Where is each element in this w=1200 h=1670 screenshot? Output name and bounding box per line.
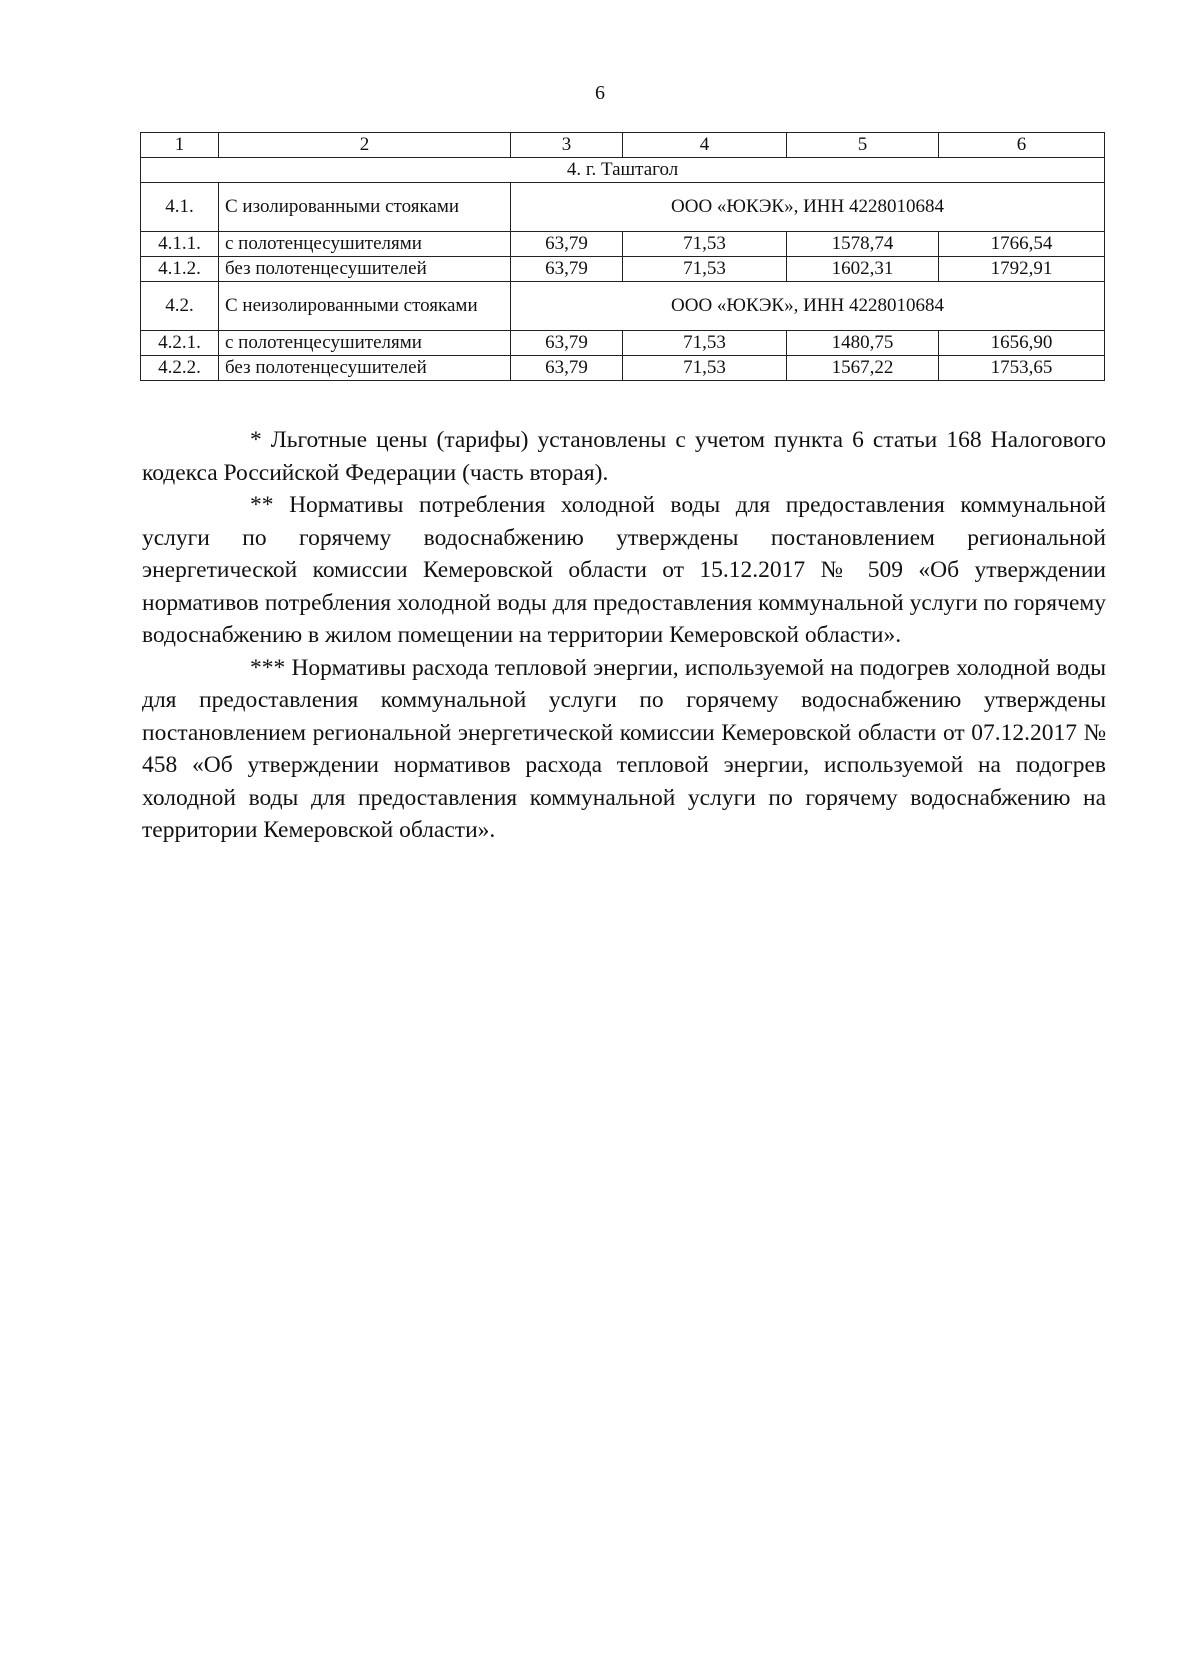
column-header-2: 2 xyxy=(219,133,511,158)
row-number: 4.1.1. xyxy=(141,232,219,257)
footnote-2: ** Нормативы потребления холодной воды для предоставления коммунальной услуги по горячему водоснабжению утверждены постановлением региональной энергетической комиссии Кемеровской области от 15.12.2017 № 509 «Об утверждении нормативов потребления холодной воды для предоставления коммунальной услуги по горячему водоснабжению в жилом помещении на территории Кемеровской области». xyxy=(142,492,1106,648)
table-row xyxy=(141,282,1105,331)
table-header-row xyxy=(141,133,1105,158)
organization: ООО «ЮКЭК», ИНН 4228010684 xyxy=(511,183,1105,232)
cell-col6: 1753,65 xyxy=(939,356,1105,381)
row-name: с полотенцесушителями xyxy=(219,232,511,257)
column-header-5: 5 xyxy=(787,133,939,158)
cell-col3: 63,79 xyxy=(511,257,623,282)
table-row xyxy=(141,232,1105,257)
cell-col6: 1656,90 xyxy=(939,331,1105,356)
cell-col3: 63,79 xyxy=(511,331,623,356)
organization: ООО «ЮКЭК», ИНН 4228010684 xyxy=(511,282,1105,331)
cell-col5: 1602,31 xyxy=(787,257,939,282)
page-number: 6 xyxy=(595,82,605,104)
row-name: с полотенцесушителями xyxy=(219,331,511,356)
table-row xyxy=(141,356,1105,381)
footnotes xyxy=(142,424,1106,847)
column-header-4: 4 xyxy=(623,133,787,158)
cell-col4: 71,53 xyxy=(623,356,787,381)
table-row xyxy=(141,183,1105,232)
row-name: без полотенцесушителей xyxy=(219,257,511,282)
cell-col6: 1766,54 xyxy=(939,232,1105,257)
row-number: 4.2. xyxy=(141,282,219,331)
cell-col5: 1480,75 xyxy=(787,331,939,356)
row-name: без полотенцесушителей xyxy=(219,356,511,381)
table-row xyxy=(141,331,1105,356)
cell-col6: 1792,91 xyxy=(939,257,1105,282)
cell-col4: 71,53 xyxy=(623,257,787,282)
row-name: С изолированными стояками xyxy=(219,183,511,232)
section-title-row xyxy=(141,158,1105,183)
cell-col4: 71,53 xyxy=(623,331,787,356)
footnote-1: * Льготные цены (тарифы) установлены с учетом пункта 6 статьи 168 Налогового кодекса Российской Федерации (часть вторая). xyxy=(142,427,1106,486)
cell-col3: 63,79 xyxy=(511,232,623,257)
row-number: 4.1. xyxy=(141,183,219,232)
column-header-1: 1 xyxy=(141,133,219,158)
footnote-3: *** Нормативы расхода тепловой энергии, используемой на подогрев холодной воды для предоставления коммунальной услуги по горячему водоснабжению утверждены постановлением региональной энергетической комиссии Кемеровской области от 07.12.2017 № 458 «Об утверждении нормативов расхода тепловой энергии, используемой на подогрев холодной воды для предоставления коммунальной услуги по горячему водоснабжению на территории Кемеровской области». xyxy=(142,654,1106,843)
cell-col3: 63,79 xyxy=(511,356,623,381)
column-header-3: 3 xyxy=(511,133,623,158)
tariff-table xyxy=(140,132,1105,381)
section-title: 4. г. Таштагол xyxy=(141,158,1105,183)
column-header-6: 6 xyxy=(939,133,1105,158)
cell-col4: 71,53 xyxy=(623,232,787,257)
row-number: 4.1.2. xyxy=(141,257,219,282)
cell-col5: 1567,22 xyxy=(787,356,939,381)
table-row xyxy=(141,257,1105,282)
cell-col5: 1578,74 xyxy=(787,232,939,257)
row-number: 4.2.2. xyxy=(141,356,219,381)
row-number: 4.2.1. xyxy=(141,331,219,356)
row-name: С неизолированными стояками xyxy=(219,282,511,331)
